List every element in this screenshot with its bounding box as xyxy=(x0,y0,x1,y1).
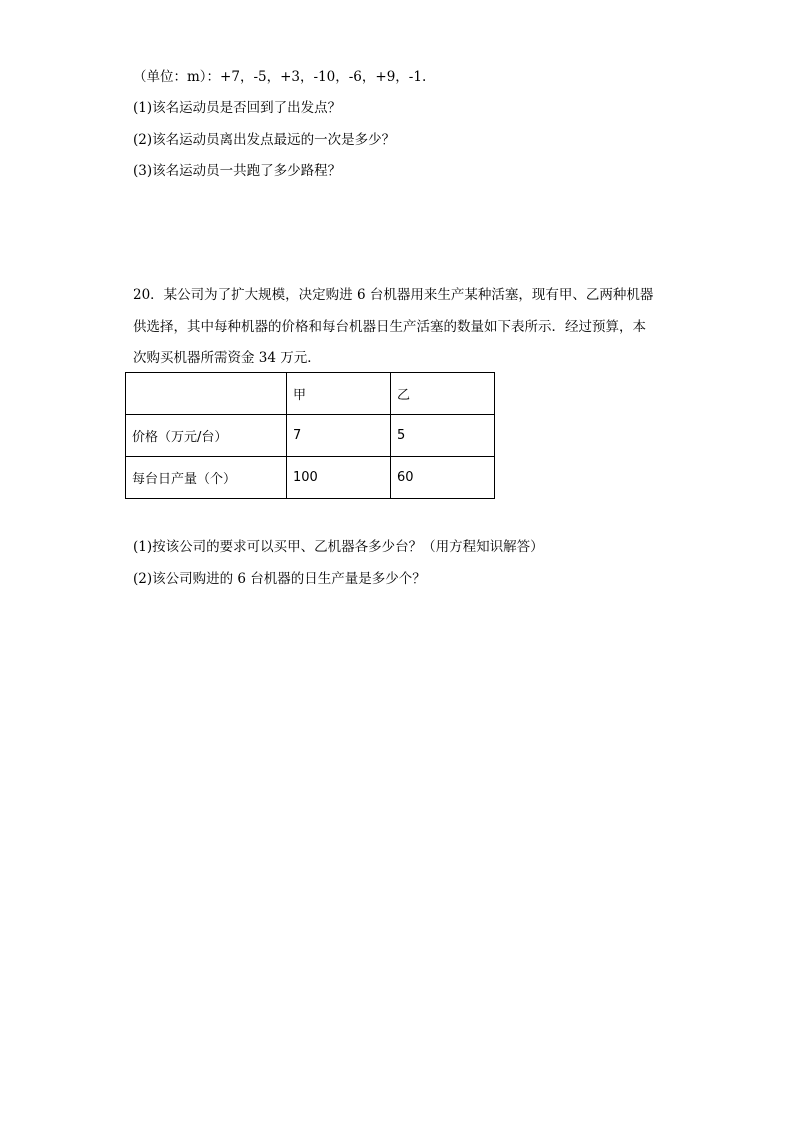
table-header-cell: 甲 xyxy=(287,373,391,415)
table-cell: 价格（万元/台） xyxy=(126,415,287,457)
table-cell: 7 xyxy=(287,415,391,457)
table-cell: 每台日产量（个） xyxy=(126,457,287,499)
q19-part-2: (2)该名运动员离出发点最远的一次是多少？ xyxy=(133,132,396,148)
q19-part-1: (1)该名运动员是否回到了出发点？ xyxy=(133,100,342,116)
table-header-cell: 乙 xyxy=(391,373,495,415)
q20-stem-line-2: 供选择，其中每种机器的价格和每台机器日生产活塞的数量如下表所示．经过预算，本 xyxy=(133,319,646,335)
q20-stem-line-1: 20．某公司为了扩大规模，决定购进 6 台机器用来生产某种活塞，现有甲、乙两种机器 xyxy=(133,287,654,303)
table-row xyxy=(126,457,495,499)
table-cell: 5 xyxy=(391,415,495,457)
machine-spec-table xyxy=(125,372,495,499)
q20-stem-line-3: 次购买机器所需资金 34 万元． xyxy=(133,350,321,366)
table-cell: 60 xyxy=(391,457,495,499)
table-header-row xyxy=(126,373,495,415)
table-header-cell xyxy=(126,373,287,415)
table-cell: 100 xyxy=(287,457,391,499)
q20-part-1: (1)按该公司的要求可以买甲、乙机器各多少台？（用方程知识解答） xyxy=(133,539,544,555)
q19-part-3: (3)该名运动员一共跑了多少路程？ xyxy=(133,163,342,179)
q19-data-line: （单位：m）：+7，-5，+3，-10，-6，+9，-1. xyxy=(133,69,427,85)
table-row xyxy=(126,415,495,457)
q20-part-2: (2)该公司购进的 6 台机器的日生产量是多少个？ xyxy=(133,571,426,587)
